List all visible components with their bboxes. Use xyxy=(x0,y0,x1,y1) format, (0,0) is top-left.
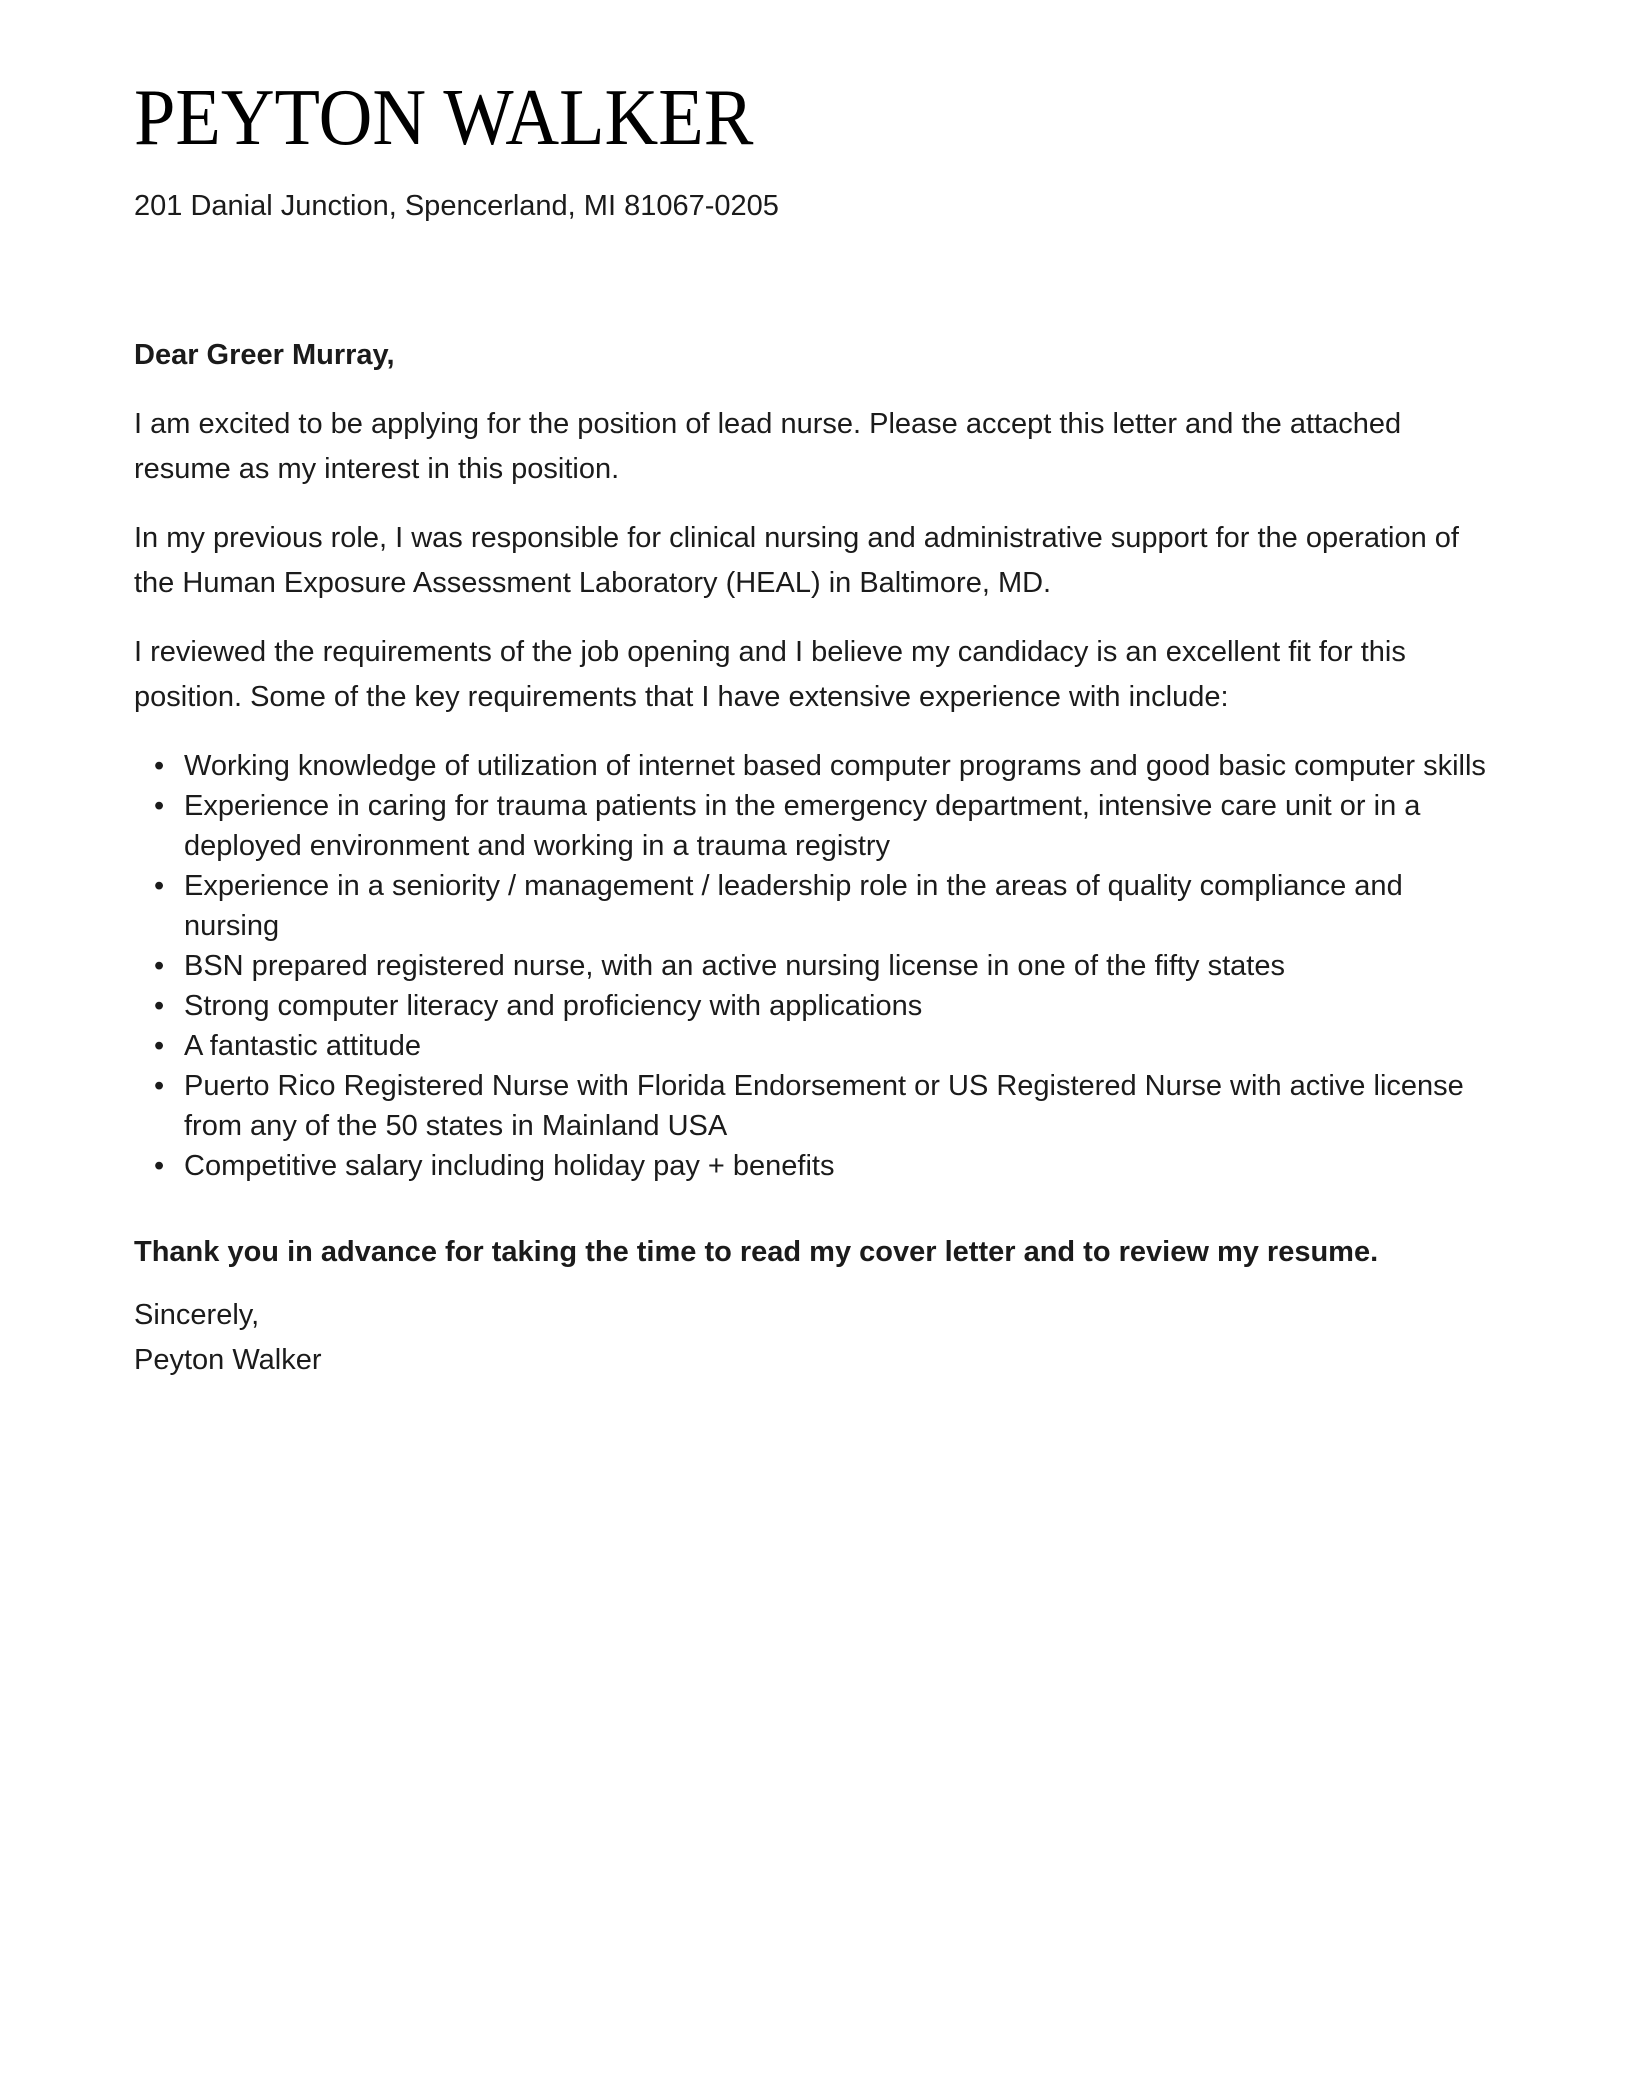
requirement-item: • BSN prepared registered nurse, with an active nursing license in one of the fifty states xyxy=(134,946,1492,986)
requirement-item: • Competitive salary including holiday pay + benefits xyxy=(134,1146,1492,1186)
requirement-item: • A fantastic attitude xyxy=(134,1026,1492,1066)
salutation: Dear Greer Murray, xyxy=(134,339,395,371)
thanks-line: Thank you in advance for taking the time to read my cover letter and to review my resume. xyxy=(134,1236,1379,1268)
requirement-item: • Puerto Rico Registered Nurse with Florida Endorsement or US Registered Nurse with active license from any of the 50 states in Mainland USA xyxy=(134,1066,1492,1146)
applicant-address: 201 Danial Junction, Spencerland, MI 81067-0205 xyxy=(134,190,779,222)
requirement-item: • Strong computer literacy and proficiency with applications xyxy=(134,986,1492,1026)
letter-header xyxy=(134,74,1492,229)
requirements-list xyxy=(134,746,1492,1186)
letter-body xyxy=(134,333,1492,1383)
paragraph-previous-role: In my previous role, I was responsible for clinical nursing and administrative support for the operation of the Human Exposure Assessment Laboratory (HEAL) in Baltimore, MD. xyxy=(134,522,1459,599)
requirement-item: • Working knowledge of utilization of internet based computer programs and good basic computer skills xyxy=(134,746,1492,786)
closing-word: Sincerely, xyxy=(134,1299,260,1331)
paragraph-intro: I am excited to be applying for the position of lead nurse. Please accept this letter and the attached resume as my interest in this position. xyxy=(134,408,1402,485)
closing-block xyxy=(134,1293,1492,1383)
signature-name: Peyton Walker xyxy=(134,1344,322,1376)
requirement-item: • Experience in caring for trauma patients in the emergency department, intensive care unit or in a deployed environment and working in a trauma registry xyxy=(134,786,1492,866)
requirement-item: • Experience in a seniority / management / leadership role in the areas of quality compliance and nursing xyxy=(134,866,1492,946)
paragraph-requirements-lead-in: I reviewed the requirements of the job opening and I believe my candidacy is an excellent fit for this position. Some of the key requirements that I have extensive experience with include: xyxy=(134,636,1406,713)
applicant-name: PEYTON WALKER xyxy=(134,74,754,162)
